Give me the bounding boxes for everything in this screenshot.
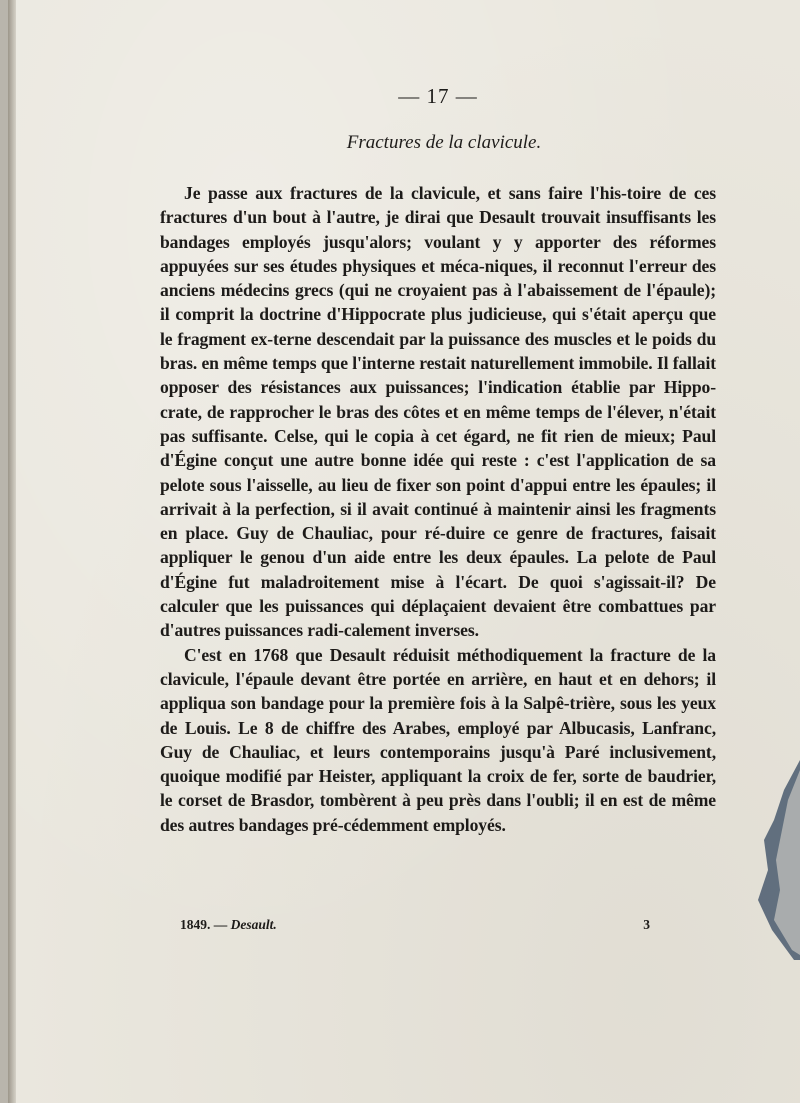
footer-year: 1849. — bbox=[180, 917, 228, 932]
book-page bbox=[8, 0, 800, 1103]
paragraph-2: C'est en 1768 que Desault réduisit méthodiquement la fracture de la clavicule, l'épaule devant être portée en arrière, en haut et en dehors; il appliqua son bandage pour la première fois à la Salpê-trière, sous les yeux de Louis. Le 8 de chiffre des Arabes, employé par Albucasis, Lanfranc, Guy de Chauliac, et leurs contemporains jusqu'à Paré inclusivement, quoique modifié par Heister, appliquant la croix de fer, sorte de baudrier, le corset de Brasdor, tombèrent à peu près dans l'oubli; il en est de même des autres bandages pré-cédemment employés. bbox=[160, 644, 716, 835]
torn-corner-icon bbox=[754, 760, 800, 960]
footer-signature-mark: 3 bbox=[643, 917, 650, 932]
section-title: Fractures de la clavicule. bbox=[346, 132, 542, 153]
page-number: — 17 — bbox=[398, 84, 478, 108]
page-binding-edge bbox=[8, 0, 16, 1103]
body-text bbox=[160, 181, 716, 837]
footer-author: Desault. bbox=[230, 917, 277, 932]
paragraph-1: Je passe aux fractures de la clavicule, et sans faire l'his-toire de ces fractures d'un bout à l'autre, je dirai que Desault trouvait insuffisants les bandages employés jusqu'alors; voulant y y apporter des réformes appuyées sur ses études physiques et méca-niques, il reconnut l'erreur des anciens médecins grecs (qui ne croyaient pas à l'abaissement de l'épaule); il comprit la doctrine d'Hippocrate plus judicieuse, qui s'était aperçu que le fragment ex-terne descendait par la puissance des muscles et le poids du bras. en même temps que l'interne restait naturellement immobile. Il fallait opposer des résistances aux puissances; l'indication établie par Hippo-crate, de rapprocher le bras des côtes et en même temps de l'élever, n'était pas suffisante. Celse, qui le copia à cet égard, ne fit rien de mieux; Paul d'Égine conçut une autre bonne idée qui reste : c'est l'application de sa pelote sous l'aisselle, au lieu de fixer son point d'appui entre les épaules; il arrivait à la perfection, si il avait continué à maintenir ainsi les fragments en place. Guy de Chauliac, pour ré-duire ce genre de fractures, faisait appliquer le genou d'un aide entre les deux épaules. La pelote de Paul d'Égine fut maladroitement mise à l'écart. De quoi s'agissait-il? De calculer que les puissances qui déplaçaient devaient être combattues par d'autres puissances radi-calement inverses. bbox=[160, 183, 716, 641]
footer-imprint bbox=[180, 917, 277, 933]
